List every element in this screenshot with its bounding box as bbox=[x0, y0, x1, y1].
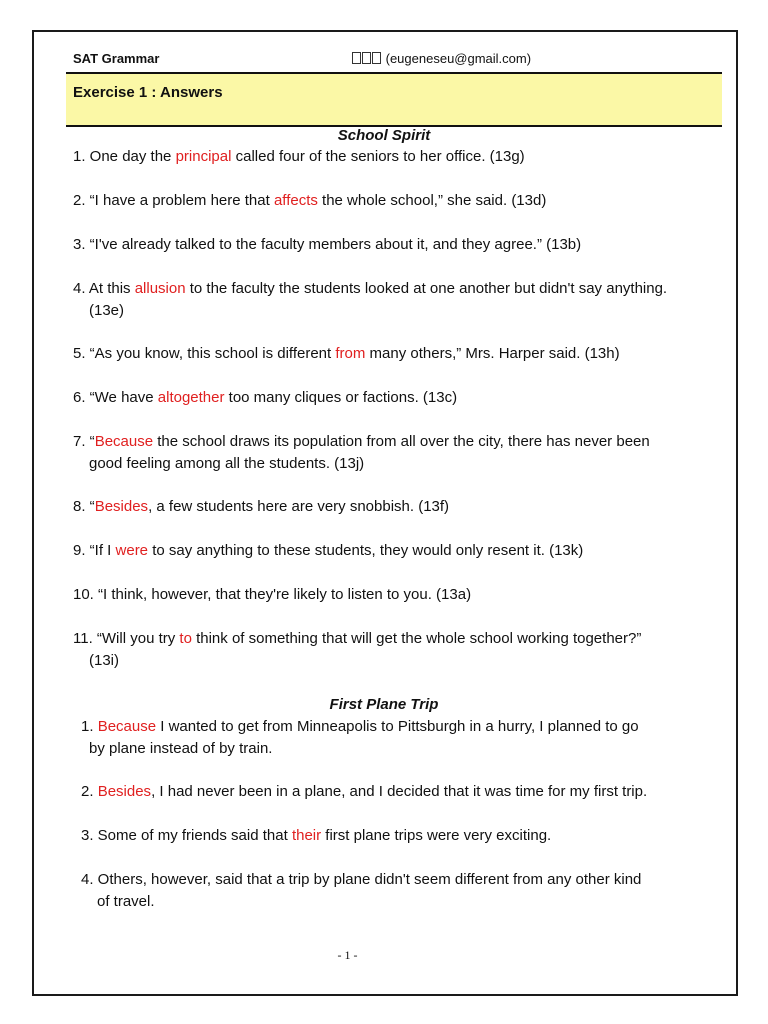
answer-item: 10. “I think, however, that they're likely to listen to you. (13a) bbox=[73, 586, 472, 603]
answer-item: 7. “Because the school draws its population from all over the city, there has never been good feeling among all the students. (13j) bbox=[73, 433, 650, 472]
answer-item: 1. Because I wanted to get from Minneapolis to Pittsburgh in a hurry, I planned to go by plane instead of by train. bbox=[81, 718, 639, 757]
answer-highlight: from bbox=[335, 345, 366, 362]
exercise-title: Exercise 1 : Answers bbox=[73, 84, 223, 101]
answer-highlight: altogether bbox=[157, 389, 225, 406]
course-title: SAT Grammar bbox=[73, 51, 160, 66]
answer-highlight: their bbox=[291, 827, 322, 844]
answer-highlight: principal bbox=[175, 148, 232, 165]
author-name-glyphs bbox=[352, 51, 382, 66]
author-email: (eugeneseu@gmail.com) bbox=[385, 51, 532, 66]
answer-item: 2. “I have a problem here that affects the whole school,” she said. (13d) bbox=[73, 192, 547, 209]
answer-item: 3. “I've already talked to the faculty members about it, and they agree.” (13b) bbox=[73, 236, 582, 253]
answer-item: 11. “Will you try to think of something that will get the whole school working together?” (13i) bbox=[73, 630, 642, 669]
answer-item: 2. Besides, I had never been in a plane, and I decided that it was time for my first trip. bbox=[81, 783, 648, 800]
answer-item: 5. “As you know, this school is different from many others,” Mrs. Harper said. (13h) bbox=[73, 345, 620, 362]
answer-item: 1. One day the principal called four of the seniors to her office. (13g) bbox=[73, 148, 525, 165]
page-number: - 1 - bbox=[337, 948, 358, 962]
exercise-banner bbox=[66, 72, 722, 127]
answer-item: 4. Others, however, said that a trip by plane didn't seem different from any other kind of travel. bbox=[81, 871, 642, 910]
section-title-school-spirit: School Spirit bbox=[337, 127, 431, 144]
answer-highlight: were bbox=[115, 542, 149, 559]
answer-highlight: Because bbox=[94, 433, 154, 450]
document-header bbox=[73, 51, 703, 67]
author-line bbox=[352, 51, 531, 66]
answer-highlight: affects bbox=[273, 192, 318, 209]
answer-highlight: Besides bbox=[97, 783, 152, 800]
answer-item: 9. “If I were to say anything to these students, they would only resent it. (13k) bbox=[73, 542, 584, 559]
answer-item: 6. “We have altogether too many cliques or factions. (13c) bbox=[73, 389, 458, 406]
answer-highlight: to bbox=[179, 630, 192, 647]
answer-highlight: Besides bbox=[94, 498, 149, 515]
answer-item: 3. Some of my friends said that their first plane trips were very exciting. bbox=[81, 827, 552, 844]
answer-item: 8. “Besides, a few students here are very snobbish. (13f) bbox=[73, 498, 450, 515]
answer-highlight: Because bbox=[97, 718, 157, 735]
answer-highlight: allusion bbox=[134, 280, 186, 297]
answer-item: 4. At this allusion to the faculty the students looked at one another but didn't say anything. (13e) bbox=[73, 280, 668, 319]
section-title-first-plane-trip: First Plane Trip bbox=[329, 696, 439, 713]
